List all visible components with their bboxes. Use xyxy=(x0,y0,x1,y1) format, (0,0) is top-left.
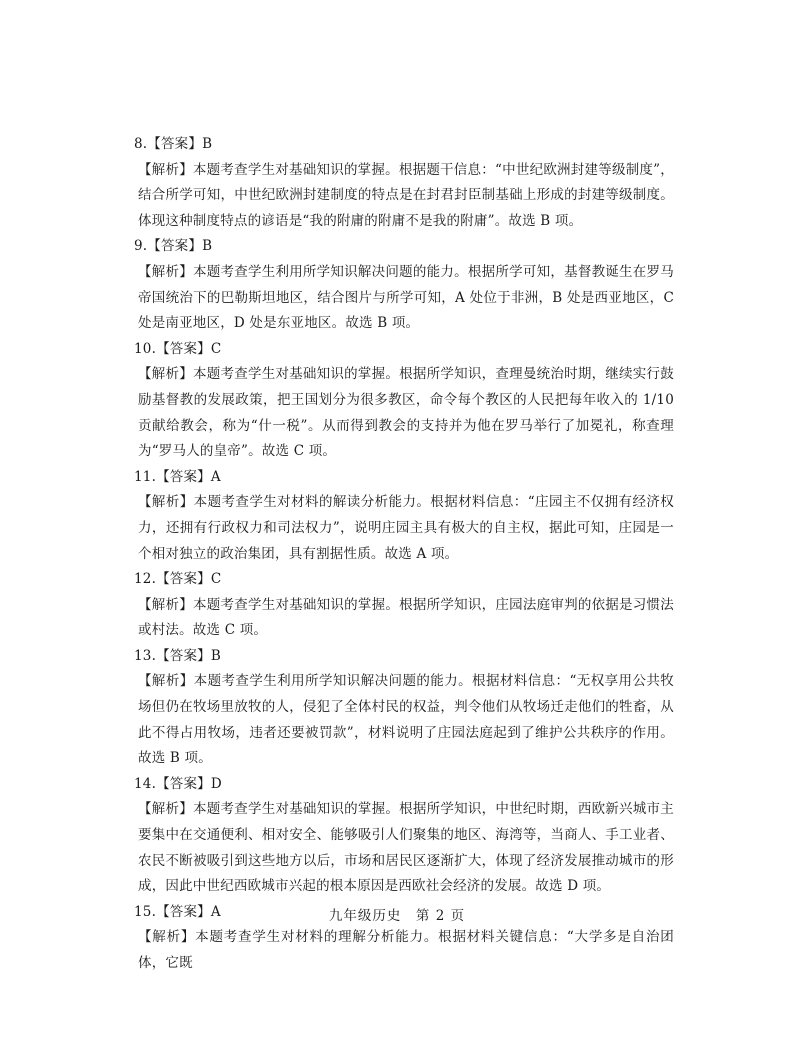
explanation-paragraph: 【解析】本题考查学生对基础知识的掌握。根据所学知识，查理曼统治时期，继续实行鼓励基督教的发展政策，把王国划分为很多教区，命令每个教区的人民把每年收入的 1/10 贡献给教会，称为“什一税”。从而得到教会的支持并为他在罗马举行了加冕礼，称查理为“罗马人的皇帝”。故选 C 项。 xyxy=(138,366,674,460)
answer-item-9 xyxy=(134,234,674,336)
answer-line: 11.【答案】A xyxy=(134,468,221,485)
explanation-paragraph: 【解析】本题考查学生对基础知识的掌握。根据所学知识，中世纪时期，西欧新兴城市主要集中在交通便利、相对安全、能够吸引人们聚集的地区、海湾等，当商人、手工业者、农民不断被吸引到这些地方以后，市场和居民区逐渐扩大，体现了经济发展推动城市的形成，因此中世纪西欧城市兴起的根本原因是西欧社会经济的发展。故选 D 项。 xyxy=(138,801,674,895)
answer-list xyxy=(134,132,674,977)
answer-line: 10.【答案】C xyxy=(134,340,222,357)
answer-item-14 xyxy=(134,772,674,900)
answer-line: 14.【答案】D xyxy=(134,775,222,792)
answer-line: 13.【答案】B xyxy=(134,647,221,664)
answer-line: 9.【答案】B xyxy=(134,238,213,255)
answer-line: 15.【答案】A xyxy=(134,903,221,920)
answer-item-12 xyxy=(134,567,674,644)
explanation-paragraph: 【解析】本题考查学生对材料的解读分析能力。根据材料信息：“庄园主不仅拥有经济权力，还拥有行政权力和司法权力”，说明庄园主具有极大的自主权，据此可知，庄园是一个相对独立的政治集团，具有割据性质。故选 A 项。 xyxy=(138,494,674,562)
explanation-paragraph: 【解析】本题考查学生利用所学知识解决问题的能力。根据材料信息：“无权享用公共牧场但仍在牧场里放牧的人，侵犯了全体村民的权益，判令他们从牧场迁走他们的牲畜，从此不得占用牧场，违者还要被罚款”，材料说明了庄园法庭起到了维护公共秩序的作用。故选 B 项。 xyxy=(138,673,674,767)
explanation-paragraph: 【解析】本题考查学生对基础知识的掌握。根据题干信息：“中世纪欧洲封建等级制度”，结合所学可知，中世纪欧洲封建制度的特点是在封君封臣制基础上形成的封建等级制度。体现这种制度特点的谚语是“我的附庸的附庸不是我的附庸”。故选 B 项。 xyxy=(138,161,674,229)
answer-line: 12.【答案】C xyxy=(134,571,222,588)
answer-line: 8.【答案】B xyxy=(134,136,213,152)
page-footer: 九年级历史 第 2 页 xyxy=(328,908,466,924)
explanation-paragraph: 【解析】本题考查学生对基础知识的掌握。根据所学知识，庄园法庭审判的依据是习惯法或村法。故选 C 项。 xyxy=(138,596,674,639)
explanation-paragraph: 【解析】本题考查学生对材料的理解分析能力。根据材料关键信息：“大学多是自治团体，它既 xyxy=(138,929,674,971)
answer-item-8 xyxy=(134,132,674,234)
answer-item-10 xyxy=(134,337,674,465)
explanation-paragraph: 【解析】本题考查学生利用所学知识解决问题的能力。根据所学可知，基督教诞生在罗马帝国统治下的巴勒斯坦地区，结合图片与所学可知，A 处位于非洲，B 处是西亚地区，C 处是南亚地区，D 处是东亚地区。故选 B 项。 xyxy=(138,263,674,332)
answer-item-13 xyxy=(134,644,674,772)
answer-item-11 xyxy=(134,465,674,567)
